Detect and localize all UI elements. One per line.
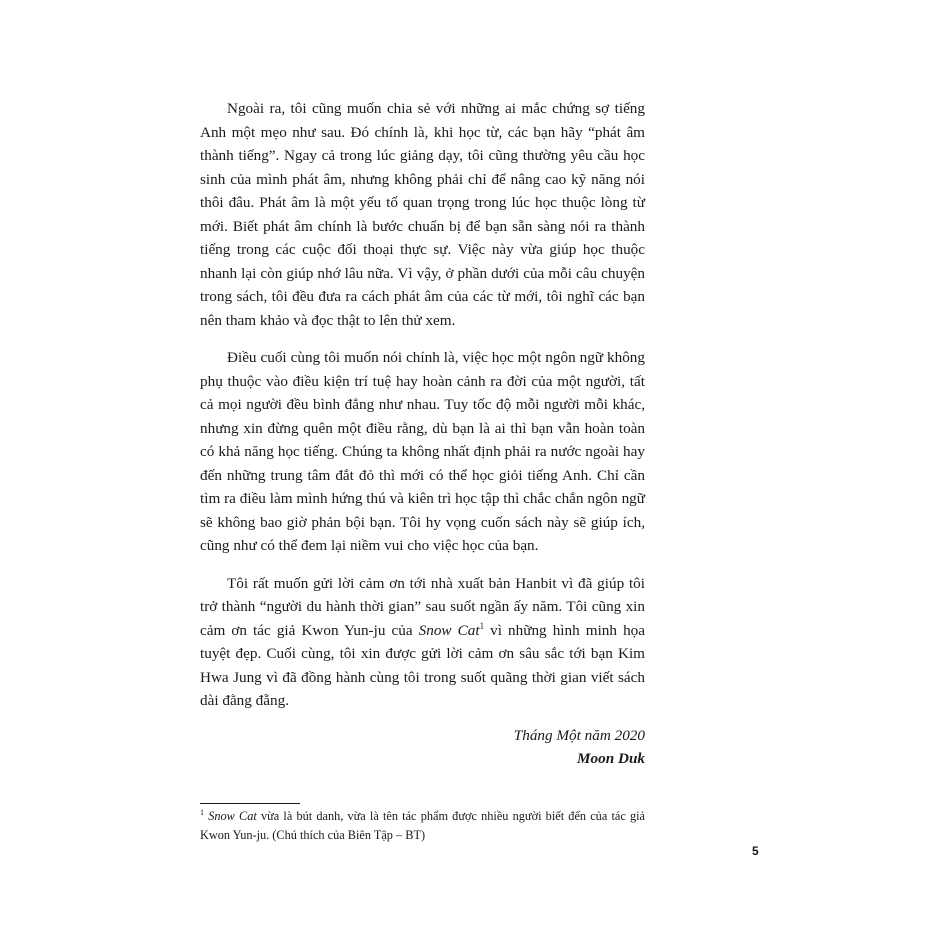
snow-cat-italic: Snow Cat — [418, 621, 480, 639]
footnote — [200, 807, 645, 845]
paragraph-language-learning: Điều cuối cùng tôi muốn nói chính là, việc học một ngôn ngữ không phụ thuộc vào điều kiện trí tuệ hay hoàn cảnh ra đời của một người, tất cả mọi người đều bình đẳng như nhau. Tuy tốc độ mỗi người mỗi khác, nhưng xin đừng quên một điều rằng, dù bạn là ai thì bạn vẫn hoàn toàn có khả năng học tiếng. Chúng ta không nhất định phải ra nước ngoài hay đến những trung tâm đắt đỏ thì mới có thể học giỏi tiếng Anh. Chỉ cần tìm ra điều làm mình hứng thú và kiên trì học tập thì chắc chắn ngôn ngữ sẽ không bao giờ phản bội bạn. Tôi hy vọng cuốn sách này sẽ giúp ích, cũng như có thể đem lại niềm vui cho việc học của bạn. — [200, 349, 645, 554]
page-number: 5 — [752, 844, 759, 858]
footnote-text: vừa là bút danh, vừa là tên tác phẩm được nhiều người biết đến của tác giả Kwon Yun-ju. (Chú thích của Biên Tập – BT) — [200, 809, 645, 842]
signature-date: Tháng Một năm 2020 — [513, 727, 645, 744]
footnote-reference: 1 — [479, 620, 485, 631]
body-text — [200, 97, 645, 727]
acknowledgements-text-start: Tôi rất muốn gửi lời cảm ơn tới nhà xuất bản Hanbit vì đã giúp tôi trở thành “người du hành thời gian” sau suốt ngần ấy năm. Tôi cũng xin cảm ơn tác giả Kwon Yun-ju của — [200, 574, 645, 639]
paragraph-pronunciation-tip: Ngoài ra, tôi cũng muốn chia sẻ với những ai mắc chứng sợ tiếng Anh một mẹo như sau. Đó chính là, khi học từ, các bạn hãy “phát âm thành tiếng”. Ngay cả trong lúc giảng dạy, tôi cũng thường yêu cầu học sinh của mình phát âm, nhưng không phải chỉ để nâng cao kỹ năng nói thôi đâu. Phát âm là một yếu tố quan trọng trong lúc học thuộc lòng từ mới. Biết phát âm chính là bước chuẩn bị để bạn sẵn sàng nói ra thành tiếng trong các cuộc đối thoại thực sự. Việc này vừa giúp học thuộc nhanh lại còn giúp nhớ lâu nữa. Vì vậy, ở phần dưới của mỗi câu chuyện trong sách, tôi đều đưa ra cách phát âm của các từ mới, tôi nghĩ các bạn nên tham khảo và đọc thật to lên thử xem. — [200, 100, 645, 329]
footnote-divider — [200, 803, 300, 804]
footnote-marker: 1 — [200, 807, 204, 817]
acknowledgements-text-end: vì những hình minh họa tuyệt đẹp. Cuối cùng, tôi xin được gửi lời cảm ơn sâu sắc tới bạn Kim Hwa Jung vì đã đồng hành cùng tôi trong suốt quãng thời gian viết sách dài đằng đẵng. — [200, 621, 645, 709]
footnote-italic-title: Snow Cat — [208, 809, 257, 823]
signature-author: Moon Duk — [577, 750, 645, 767]
paragraph-acknowledgements — [200, 572, 645, 713]
